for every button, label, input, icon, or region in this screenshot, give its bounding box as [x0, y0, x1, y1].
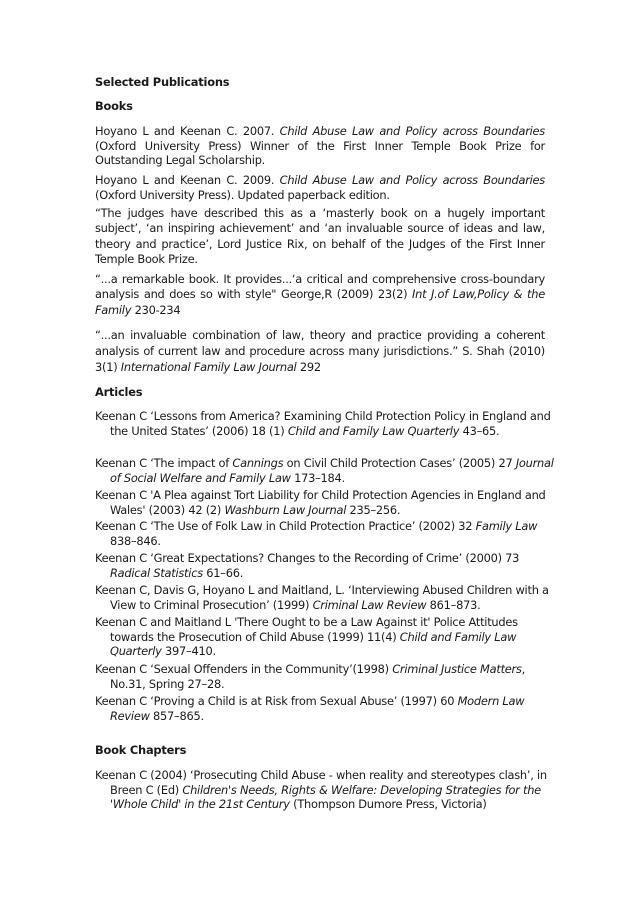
journal-title: Radical Statistics	[110, 565, 203, 580]
article-entry: Keenan C ‘Great Expectations? Changes to the Recording of Crime’ (2000) 73 Radical Statistics 61–66.	[95, 551, 520, 580]
journal-title: Child and Family Law Quarterly	[287, 423, 460, 438]
journal-title: Criminal Law Review	[312, 597, 427, 612]
book-title: Children's Needs, Rights & Welfare: Developing Strategies for the 'Whole Child' in the 21st Century	[110, 782, 541, 812]
heading-book-chapters: Book Chapters	[95, 743, 187, 757]
chapter-entry: Keenan C (2004) ‘Prosecuting Child Abuse - when reality and stereotypes clash’, in Breen C (Ed) Children's Needs, Rights & Welfare: Developing Strategies for the 'Whole Child' in the 21st Century (Thompson Dumore Press, Victoria)	[95, 768, 547, 812]
article-entry: Keenan C ‘The impact of Cannings on Civil Child Protection Cases’ (2005) 27 Journal of Social Welfare and Family Law 173–184.	[95, 456, 554, 485]
journal-title: Criminal Justice Matters	[392, 662, 522, 676]
article-entry: Keenan C ‘Lessons from America? Examining Child Protection Policy in England and the United States’ (2006) 18 (1) Child and Family Law Quarterly 43–65.	[95, 409, 551, 438]
book-entry: Hoyano L and Keenan C. 2007. Child Abuse Law and Policy across Boundaries (Oxford University Press) Winner of the First Inner Temple Book Prize for Outstanding Legal Scholarship.	[95, 124, 545, 168]
article-entry: Keenan C 'A Plea against Tort Liability for Child Protection Agencies in England and Wales' (2003) 42 (2) Washburn Law Journal 235–256.	[95, 488, 546, 517]
article-entry: Keenan C, Davis G, Hoyano L and Maitland, L. ‘Interviewing Abused Children with a View to Criminal Prosecution’ (1999) Criminal Law Review 861–873.	[95, 583, 549, 612]
article-entry: Keenan C and Maitland L 'There Ought to be a Law Against it' Police Attitudes towards the Prosecution of Child Abuse (1999) 11(4) Child and Family Law Quarterly 397–410.	[95, 615, 518, 659]
book-entry: Hoyano L and Keenan C. 2009. Child Abuse Law and Policy across Boundaries (Oxford University Press). Updated paperback edition.	[95, 173, 545, 202]
heading-books: Books	[95, 99, 133, 113]
book-title: Child Abuse Law and Policy across Boundaries	[279, 173, 545, 187]
book-title: Child Abuse Law and Policy across Boundaries	[279, 124, 545, 138]
article-entry: Keenan C ‘The Use of Folk Law in Child Protection Practice’ (2002) 32 Family Law 838–846.	[95, 519, 538, 548]
review-quote: “...an invaluable combination of law, theory and practice providing a coherent analysis of current law and procedure across many jurisdictions.” S. Shah (2010) 3(1) International Family Law Journal 292	[95, 328, 545, 374]
journal-title: Modern Law Review	[110, 694, 525, 723]
heading-selected-publications: Selected Publications	[95, 75, 230, 89]
case-name: Cannings	[232, 456, 284, 470]
article-entry: Keenan C ‘Proving a Child is at Risk from Sexual Abuse’ (1997) 60 Modern Law Review 857–865.	[95, 694, 525, 723]
journal-title: Int J.of Law,Policy & the Family	[95, 287, 545, 317]
journal-title: International Family Law Journal	[120, 360, 297, 374]
journal-title: Washburn Law Journal	[224, 502, 347, 517]
article-entry: Keenan C ‘Sexual Offenders in the Community’(1998) Criminal Justice Matters, No.31, Spring 27–28.	[95, 662, 526, 691]
journal-title: Journal of Social Welfare and Family Law	[110, 456, 554, 485]
journal-title: Family Law	[475, 519, 538, 533]
review-quote: “The judges have described this as a ‘masterly book on a hugely important subject’, ‘an inspiring achievement’ and ‘an invaluable source of ideas and law, theory and practice’, Lord Justice Rix, on behalf of the Judges of the First Inner Temple Book Prize.	[95, 206, 545, 266]
journal-title: Child and Family Law Quarterly	[110, 629, 517, 659]
review-quote: “...a remarkable book. It provides...‘a critical and comprehensive cross-boundary analysis and does so with style" George,R (2009) 23(2) Int J.of Law,Policy & the Family 230-234	[95, 272, 545, 317]
heading-articles: Articles	[95, 385, 143, 399]
